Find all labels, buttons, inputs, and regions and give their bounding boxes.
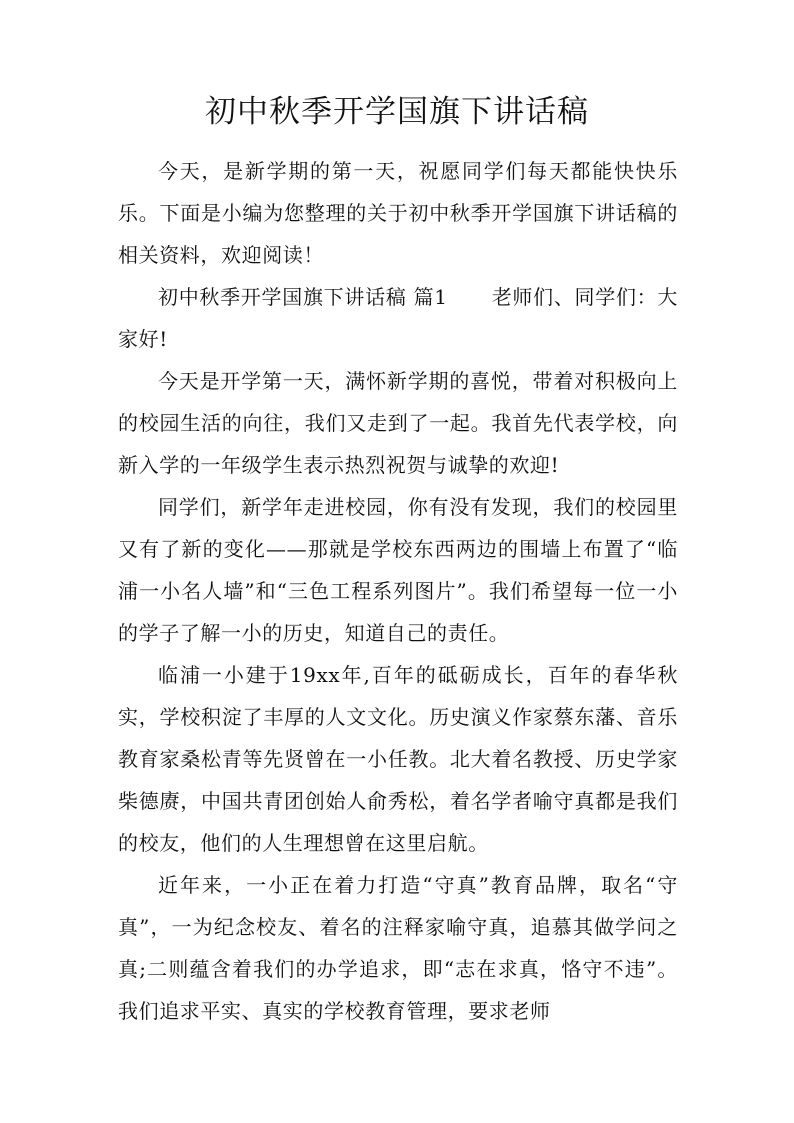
salutation: 老师们、同学们：大家好! [118,285,678,351]
intro-paragraph: 今天，是新学期的第一天，祝愿同学们每天都能快快乐乐。下面是小编为您整理的关于初中秋季开学国旗下讲话稿的相关资料，欢迎阅读！ [118,159,678,267]
body-paragraph: 近年来，一小正在着力打造“守真”教育品牌，取名“守真”，一为纪念校友、着名的注释家喻守真，追慕其做学问之真;二则蕴含着我们的办学追求，即“志在求真，恪守不违”。我们追求平实、真实的学校教育管理，要求老师 [118,873,678,1023]
body-paragraph: 今天是开学第一天，满怀新学期的喜悦，带着对积极向上的校园生活的向往，我们又走到了一起。我首先代表学校，向新入学的一年级学生表示热烈祝贺与诚挚的欢迎! [118,369,678,477]
section-heading: 初中秋季开学国旗下讲话稿 篇1 [158,285,448,309]
document-body [118,150,678,1032]
document-title: 初中秋季开学国旗下讲话稿 [205,94,589,130]
section-heading-line [118,276,678,360]
body-paragraph: 临浦一小建于19xx年,百年的砥砺成长，百年的春华秋实，学校积淀了丰厚的人文文化。历史演义作家蔡东藩、音乐教育家桑松青等先贤曾在一小任教。北大着名教授、历史学家柴德赓，中国共青团创始人俞秀松，着名学者喻守真都是我们的校友，他们的人生理想曾在这里启航。 [118,663,678,855]
body-paragraph: 同学们，新学年走进校园，你有没有发现，我们的校园里又有了新的变化——那就是学校东西两边的围墙上布置了“临浦一小名人墙”和“三色工程系列图片”。我们希望每一位一小的学子了解一小的历史，知道自己的责任。 [118,495,678,645]
